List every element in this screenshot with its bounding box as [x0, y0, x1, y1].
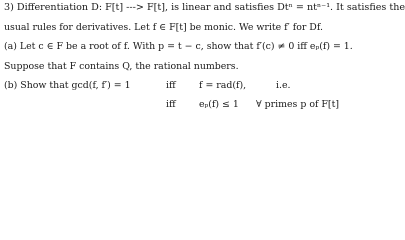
problem-line-2: usual rules for derivatives. Let f ∈ F[t] be monic. We write f′ for Df.: [4, 22, 323, 33]
ie-word: i.e.: [276, 80, 291, 91]
part-a-statement: (a) Let c ∈ F be a root of f. With p = t − c, show that f′(c) ≠ 0 iff eₚ(f) = 1.: [4, 41, 353, 52]
problem-line-1: 3) Differentiation D: F[t] ---> F[t], is linear and satisfies Dtⁿ = ntⁿ⁻¹. It satisfies the: [4, 2, 405, 13]
problem-text: [0, 0, 405, 111]
iff-word-2: iff: [166, 99, 176, 110]
problem-line-4: Suppose that F contains Q, the rational numbers.: [4, 61, 239, 72]
radical-equation: f = rad(f),: [199, 80, 247, 91]
part-b-label: (b) Show that gcd(f, f′) = 1: [4, 80, 131, 91]
iff-word-1: iff: [166, 80, 176, 91]
exponent-condition: eₚ(f) ≤ 1: [199, 99, 239, 110]
forall-primes: ∀ primes p of F[t]: [256, 99, 340, 110]
